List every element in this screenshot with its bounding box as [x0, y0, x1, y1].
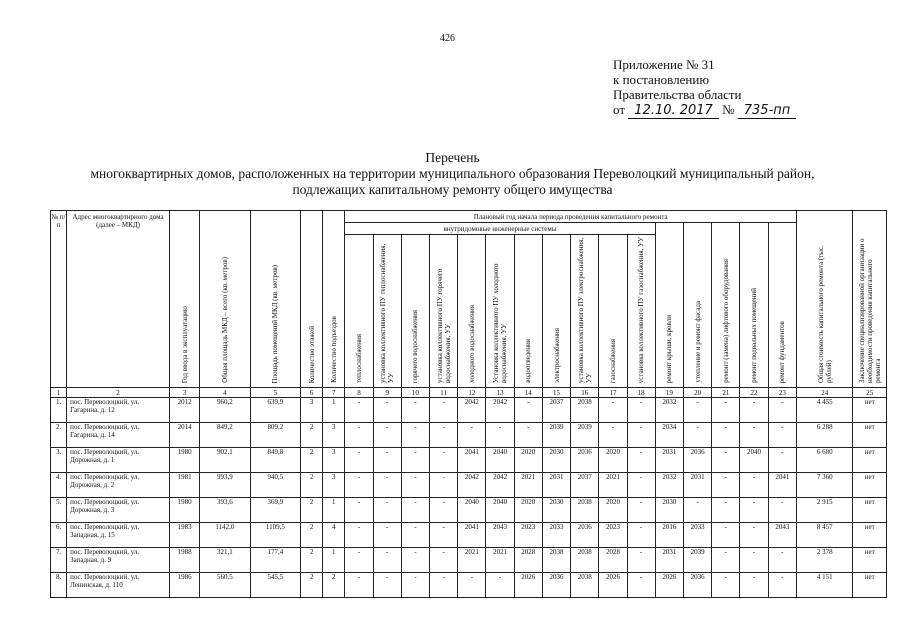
table-cell: - — [373, 398, 401, 423]
column-number: 15 — [542, 388, 570, 398]
table-cell: 993,9 — [200, 473, 250, 498]
table-cell: нет — [853, 498, 887, 523]
table-cell: 2021 — [514, 473, 542, 498]
table-cell: 2031 — [542, 473, 570, 498]
table-cell: - — [740, 473, 768, 498]
header-heat-meter: установка коллективного ПУ теплоснабжения, УУ — [373, 235, 401, 388]
table-cell: 1109,5 — [250, 523, 300, 548]
table-cell: - — [599, 398, 627, 423]
table-cell: - — [740, 498, 768, 523]
table-cell: - — [430, 523, 458, 548]
row-number: 2. — [51, 423, 67, 448]
header-total-area: Общая площадь МКД – всего (кв. метров) — [200, 211, 250, 388]
table-cell: - — [401, 573, 429, 598]
table-cell: 2 — [301, 548, 323, 573]
table-cell: - — [345, 473, 373, 498]
table-cell: 321,1 — [200, 548, 250, 573]
table-cell: 639,9 — [250, 398, 300, 423]
title-line-3: подлежащих капитальному ремонту общего имущества — [292, 182, 613, 197]
table-cell: 960,2 — [200, 398, 250, 423]
table-cell: 2 — [301, 573, 323, 598]
table-cell: - — [627, 523, 655, 548]
column-number: 24 — [796, 388, 852, 398]
column-number: 5 — [250, 388, 300, 398]
table-cell: 2021 — [486, 548, 514, 573]
table-cell: 3 — [323, 448, 345, 473]
table-cell: 2026 — [599, 573, 627, 598]
table-cell: - — [627, 398, 655, 423]
table-cell: 2036 — [571, 448, 599, 473]
table-cell: 393,6 — [200, 498, 250, 523]
table-cell: - — [768, 573, 796, 598]
table-cell: - — [740, 548, 768, 573]
row-number: 6. — [51, 523, 67, 548]
table-cell: - — [599, 423, 627, 448]
table-cell: 2 — [301, 448, 323, 473]
table-cell: - — [627, 573, 655, 598]
table-cell: 1986 — [169, 573, 199, 598]
header-heating: теплоснабжения — [345, 235, 373, 388]
header-cost: Общая стоимость капитального ремонта (тыс. рублей) — [796, 211, 852, 388]
table-cell: 2038 — [571, 548, 599, 573]
column-number: 9 — [373, 388, 401, 398]
table-cell: - — [514, 423, 542, 448]
table-cell: 6 680 — [796, 448, 852, 473]
table-row — [51, 523, 887, 548]
table-cell: 4 151 — [796, 573, 852, 598]
table-row — [51, 398, 887, 423]
table-cell: 2 — [323, 573, 345, 598]
header-hot-water-meter: установка коллективного ПУ горячего водоснабжения, УУ — [430, 235, 458, 388]
table-cell: 1 — [323, 398, 345, 423]
appendix-date-line — [613, 102, 796, 119]
table-cell: 2041 — [458, 448, 486, 473]
table-cell: - — [458, 423, 486, 448]
table-cell: - — [373, 498, 401, 523]
table-row — [51, 573, 887, 598]
table-cell: - — [430, 423, 458, 448]
table-cell: - — [712, 548, 740, 573]
table-cell: 2040 — [486, 448, 514, 473]
column-number: 20 — [684, 388, 712, 398]
table-cell: - — [373, 548, 401, 573]
row-number: 5. — [51, 498, 67, 523]
appendix-block — [613, 57, 796, 119]
table-cell: 2026 — [655, 573, 683, 598]
table-cell: - — [712, 573, 740, 598]
table-cell: нет — [853, 398, 887, 423]
table-cell: - — [401, 448, 429, 473]
table-cell: 2012 — [169, 398, 199, 423]
header-num: № п/п — [51, 211, 67, 388]
header-cold-water: холодного водоснабжения — [458, 235, 486, 388]
table-cell: - — [373, 423, 401, 448]
table-cell: - — [627, 423, 655, 448]
table-cell: 4 455 — [796, 398, 852, 423]
table-cell: - — [768, 498, 796, 523]
header-foundation: ремонт фундаментов — [768, 223, 796, 388]
table-cell: - — [712, 398, 740, 423]
header-elevator: ремонт (замена) лифтового оборудования — [712, 223, 740, 388]
column-number: 13 — [486, 388, 514, 398]
table-cell: 2 — [301, 423, 323, 448]
row-address: пос. Переволоцкий, ул. Ленинская, д. 110 — [67, 573, 170, 598]
table-cell: 3 — [323, 423, 345, 448]
header-electricity: электроснабжения — [542, 235, 570, 388]
table-cell: 2037 — [542, 398, 570, 423]
table-cell: - — [345, 498, 373, 523]
table-cell: - — [401, 498, 429, 523]
table-cell: - — [684, 398, 712, 423]
table-cell: 849,2 — [200, 423, 250, 448]
table-cell: - — [486, 423, 514, 448]
table-cell: 1980 — [169, 498, 199, 523]
column-number: 4 — [200, 388, 250, 398]
table-cell: - — [712, 498, 740, 523]
table-cell: - — [345, 398, 373, 423]
date-prefix: от — [613, 102, 626, 117]
table-cell: 2037 — [571, 473, 599, 498]
table-cell: 369,9 — [250, 498, 300, 523]
header-engineering: внутридомовые инженерные системы — [345, 223, 655, 235]
column-number: 8 — [345, 388, 373, 398]
table-cell: 6 288 — [796, 423, 852, 448]
table-cell: - — [740, 398, 768, 423]
table-cell: 2042 — [486, 473, 514, 498]
table-cell: 2030 — [542, 498, 570, 523]
table-cell: - — [768, 398, 796, 423]
table-cell: - — [401, 423, 429, 448]
column-number: 3 — [169, 388, 199, 398]
table-cell: нет — [853, 423, 887, 448]
table-cell: 2 — [301, 498, 323, 523]
table-cell: - — [401, 398, 429, 423]
table-cell: нет — [853, 473, 887, 498]
table-cell: 2038 — [542, 548, 570, 573]
table-cell: 2039 — [542, 423, 570, 448]
table-cell: 1980 — [169, 448, 199, 473]
table-cell: 2032 — [655, 473, 683, 498]
table-cell: 2020 — [599, 448, 627, 473]
table-cell: 2038 — [571, 398, 599, 423]
column-number: 10 — [401, 388, 429, 398]
appendix-line-2: к постановлению — [613, 72, 710, 87]
table-cell: 1142,0 — [200, 523, 250, 548]
table-cell: 2021 — [458, 548, 486, 573]
row-number: 4. — [51, 473, 67, 498]
row-number: 8. — [51, 573, 67, 598]
table-cell: - — [373, 573, 401, 598]
table-row — [51, 473, 887, 498]
table-cell: - — [740, 523, 768, 548]
table-cell: 2021 — [599, 473, 627, 498]
column-number: 1 — [51, 388, 67, 398]
table-cell: 1 — [323, 498, 345, 523]
table-cell: - — [712, 523, 740, 548]
header-hot-water: горячего водоснабжения — [401, 235, 429, 388]
table-cell: 8 457 — [796, 523, 852, 548]
table-cell: 177,4 — [250, 548, 300, 573]
table-cell: 2 — [301, 523, 323, 548]
table-cell: 2016 — [655, 523, 683, 548]
column-number: 17 — [599, 388, 627, 398]
table-cell: 2041 — [768, 473, 796, 498]
table-cell: 2031 — [655, 448, 683, 473]
table-cell: - — [740, 573, 768, 598]
table-cell: 2036 — [684, 573, 712, 598]
table-cell: 849,8 — [250, 448, 300, 473]
table-cell: 2042 — [458, 398, 486, 423]
column-number-row — [51, 388, 887, 398]
row-number: 7. — [51, 548, 67, 573]
header-entrances: Количество подъездов — [323, 211, 345, 388]
table-cell: 1983 — [169, 523, 199, 548]
table-cell: - — [514, 398, 542, 423]
table-cell: - — [627, 548, 655, 573]
table-cell: нет — [853, 573, 887, 598]
table-cell: - — [486, 573, 514, 598]
table-cell: 2020 — [514, 448, 542, 473]
column-number: 16 — [571, 388, 599, 398]
table-cell: - — [684, 498, 712, 523]
table-cell: 2040 — [458, 498, 486, 523]
table-cell: 2030 — [542, 448, 570, 473]
title-line-2: многоквартирных домов, расположенных на территории муниципального образования Переволоцкий муниципальный район, — [90, 166, 815, 181]
column-number: 19 — [655, 388, 683, 398]
table-cell: 2023 — [514, 523, 542, 548]
table-cell: 902,1 — [200, 448, 250, 473]
table-cell: 2033 — [684, 523, 712, 548]
header-gas: газоснабжения — [599, 235, 627, 388]
row-address: пос. Переволоцкий, ул. Западная, д. 15 — [67, 523, 170, 548]
table-cell: 3 — [323, 473, 345, 498]
table-cell: 2039 — [571, 423, 599, 448]
table-cell: - — [740, 423, 768, 448]
table-cell: - — [373, 473, 401, 498]
table-cell: - — [430, 498, 458, 523]
table-cell: - — [627, 473, 655, 498]
header-premises-area: Площадь помещений МКД (кв. метров) — [250, 211, 300, 388]
header-electricity-meter: установка коллективного ПУ электроснабжения, УУ — [571, 235, 599, 388]
table-row — [51, 498, 887, 523]
table-cell: - — [430, 548, 458, 573]
table-cell: - — [768, 448, 796, 473]
header-year-built: Год ввода в эксплуатацию — [169, 211, 199, 388]
table-cell: - — [430, 398, 458, 423]
table-cell: - — [768, 548, 796, 573]
table-cell: 2020 — [599, 498, 627, 523]
table-cell: 4 — [323, 523, 345, 548]
table-cell: 2038 — [571, 498, 599, 523]
column-number: 6 — [301, 388, 323, 398]
header-planned-year: Плановый год начала периода проведения капитального ремонта — [345, 211, 797, 223]
table-cell: - — [768, 423, 796, 448]
table-cell: 2040 — [486, 498, 514, 523]
row-address: пос. Переволоцкий, ул. Западная, д. 9 — [67, 548, 170, 573]
appendix-line-1: Приложение № 31 — [613, 57, 715, 72]
column-number: 25 — [853, 388, 887, 398]
page-number: 426 — [440, 33, 455, 44]
row-address: пос. Переволоцкий, ул. Дорожная, д. 3 — [67, 498, 170, 523]
header-address: Адрес многоквартирного дома (далее – МКД) — [67, 211, 170, 388]
header-sewerage: водоотведения — [514, 235, 542, 388]
table-cell: 2026 — [514, 573, 542, 598]
table-cell: 2033 — [542, 523, 570, 548]
appendix-line-3: Правительства области — [613, 87, 742, 102]
column-number: 7 — [323, 388, 345, 398]
column-number: 2 — [67, 388, 170, 398]
table-cell: - — [345, 423, 373, 448]
table-cell: - — [458, 573, 486, 598]
table-cell: 3 — [301, 398, 323, 423]
table-cell: 545,5 — [250, 573, 300, 598]
table-cell: 2023 — [599, 523, 627, 548]
table-row — [51, 448, 887, 473]
table-cell: 2031 — [684, 473, 712, 498]
table-cell: 1 — [323, 548, 345, 573]
table-cell: нет — [853, 523, 887, 548]
table-cell: 2 — [301, 473, 323, 498]
table-cell: 2034 — [655, 423, 683, 448]
table-cell: 2031 — [655, 548, 683, 573]
table-cell: 940,5 — [250, 473, 300, 498]
table-cell: 2 915 — [796, 498, 852, 523]
table-cell: - — [345, 548, 373, 573]
table-cell: 2020 — [514, 498, 542, 523]
row-number: 1. — [51, 398, 67, 423]
table-cell: нет — [853, 548, 887, 573]
table-row — [51, 423, 887, 448]
table-cell: 2030 — [655, 498, 683, 523]
header-floors: Количество этажей — [301, 211, 323, 388]
title-line-1: Перечень — [425, 150, 480, 165]
table-row — [51, 548, 887, 573]
table-cell: - — [401, 523, 429, 548]
document-title — [0, 150, 905, 198]
table-cell: 560,5 — [200, 573, 250, 598]
header-facade: утепление и ремонт фасада — [684, 223, 712, 388]
table-cell: 2039 — [684, 548, 712, 573]
table-cell: - — [627, 448, 655, 473]
table-cell: 2028 — [599, 548, 627, 573]
table-cell: 2028 — [514, 548, 542, 573]
buildings-table — [50, 210, 887, 598]
table-cell: - — [373, 448, 401, 473]
table-cell: 2041 — [458, 523, 486, 548]
table-cell: 2043 — [768, 523, 796, 548]
table-cell: нет — [853, 448, 887, 473]
table-cell: - — [712, 448, 740, 473]
table-cell: - — [373, 523, 401, 548]
table-cell: 2040 — [740, 448, 768, 473]
table-cell: 2036 — [542, 573, 570, 598]
table-cell: 2042 — [486, 398, 514, 423]
header-basement: ремонт подвальных помещений — [740, 223, 768, 388]
column-number: 22 — [740, 388, 768, 398]
table-cell: - — [345, 573, 373, 598]
table-cell: 2038 — [571, 573, 599, 598]
header-cold-water-meter: Установка коллективного ПУ холодного водоснабжения, УУ — [486, 235, 514, 388]
table-cell: 2036 — [571, 523, 599, 548]
table-cell: 2043 — [486, 523, 514, 548]
row-address: пос. Переволоцкий, ул. Дорожная, д. 2 — [67, 473, 170, 498]
table-cell: - — [401, 473, 429, 498]
header-roof: ремонт крыши, кровли — [655, 223, 683, 388]
column-number: 21 — [712, 388, 740, 398]
column-number: 12 — [458, 388, 486, 398]
table-cell: - — [430, 473, 458, 498]
table-cell: - — [345, 448, 373, 473]
table-cell: 2014 — [169, 423, 199, 448]
table-cell: - — [712, 473, 740, 498]
table-cell: 7 360 — [796, 473, 852, 498]
header-gas-meter: установка коллективного ПУ газоснабжения, УУ — [627, 235, 655, 388]
table-cell: - — [627, 498, 655, 523]
table-cell: - — [684, 423, 712, 448]
row-address: пос. Переволоцкий, ул. Дорожная, д. 1 — [67, 448, 170, 473]
row-number: 3. — [51, 448, 67, 473]
table-cell: - — [345, 523, 373, 548]
column-number: 23 — [768, 388, 796, 398]
table-cell: 809,2 — [250, 423, 300, 448]
column-number: 14 — [514, 388, 542, 398]
column-number: 18 — [627, 388, 655, 398]
table-cell: 2042 — [458, 473, 486, 498]
table-cell: 1988 — [169, 548, 199, 573]
table-cell: 1981 — [169, 473, 199, 498]
table-cell: - — [430, 448, 458, 473]
header-conclusion: Заключение специализированной организации о необходимости проведения капитального ремонта — [853, 211, 887, 388]
table-cell: - — [712, 423, 740, 448]
table-cell: - — [401, 548, 429, 573]
table-cell: - — [430, 573, 458, 598]
table-cell: 2 378 — [796, 548, 852, 573]
table-cell: 2036 — [684, 448, 712, 473]
handwritten-number: 735-пп — [738, 103, 797, 119]
row-address: пос. Переволоцкий, ул. Гагарина, д. 14 — [67, 423, 170, 448]
handwritten-date: 12.10. 2017 — [628, 103, 719, 119]
row-address: пос. Переволоцкий, ул. Гагарина, д. 12 — [67, 398, 170, 423]
number-prefix: № — [722, 102, 735, 117]
table-cell: 2032 — [655, 398, 683, 423]
column-number: 11 — [430, 388, 458, 398]
